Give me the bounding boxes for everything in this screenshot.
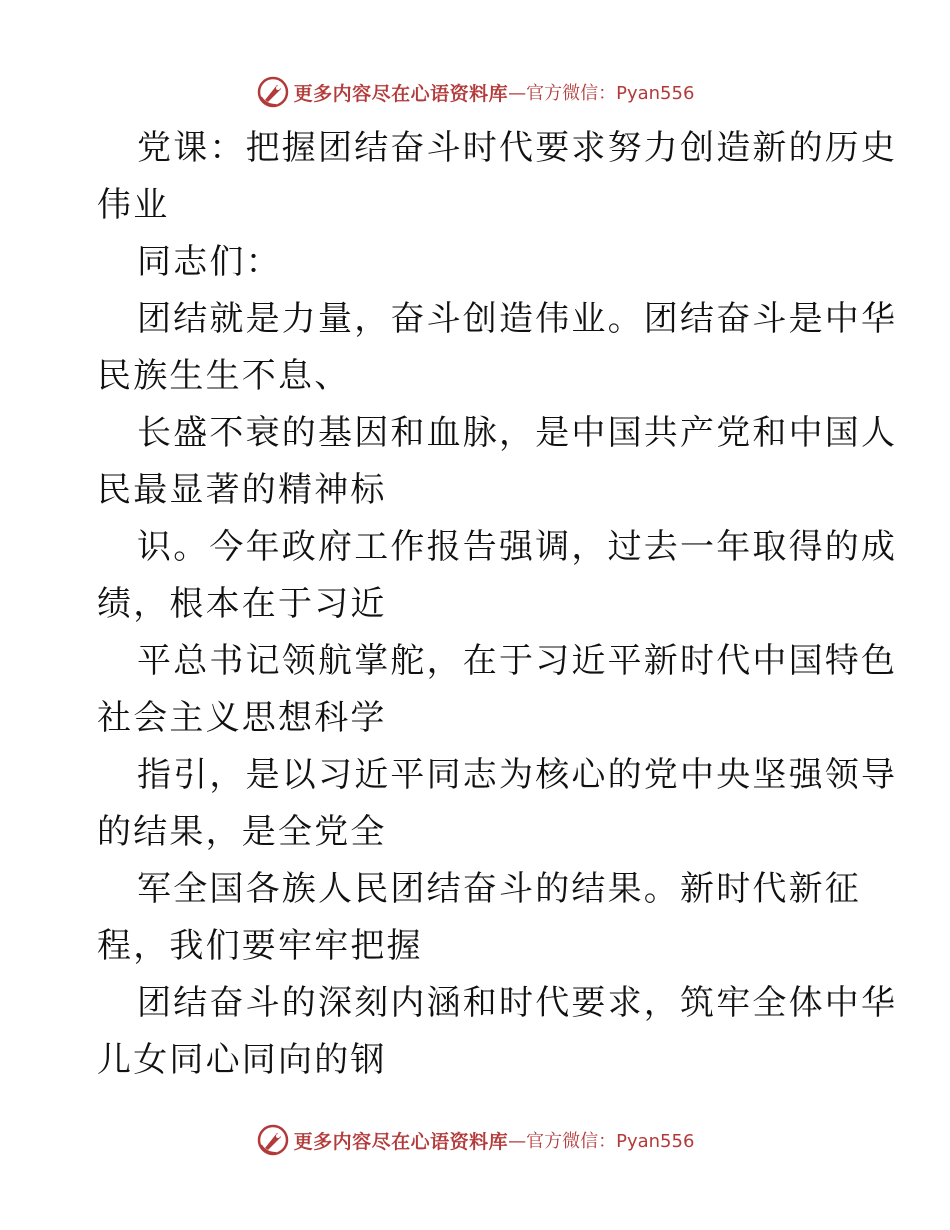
banner-site-text: 更多内容尽在心语资料库 (293, 82, 509, 105)
text-line: 的结果，是全党全 (97, 812, 387, 852)
text-line: 民族生生不息、 (97, 356, 351, 396)
banner-wechat-text: —官方微信：Pyan556 (508, 83, 695, 104)
text-line: 军全国各族人民团结奋斗的结果。新时代新征 (137, 869, 861, 909)
footer-banner (0, 1120, 950, 1160)
title-line-1: 党课：把握团结奋斗时代要求努力创造新的历史 (137, 128, 898, 168)
footer-site-text: 更多内容尽在心语资料库 (293, 1130, 509, 1153)
text-line: 指引，是以习近平同志为核心的党中央坚强领导 (137, 755, 898, 795)
text-line: 平总书记领航掌舵，在于习近平新时代中国特色 (137, 641, 898, 681)
text-line: 长盛不衰的基因和血脉，是中国共产党和中国人 (137, 413, 898, 453)
text-line: 团结奋斗的深刻内涵和时代要求，筑牢全体中华 (137, 983, 898, 1023)
pen-nib-logo-icon (256, 75, 290, 109)
text-line: 民最显著的精神标 (97, 470, 387, 510)
footer-wechat-text: —官方微信：Pyan556 (508, 1131, 695, 1152)
text-line: 识。今年政府工作报告强调，过去一年取得的成 (137, 527, 898, 567)
salutation: 同志们： (137, 242, 282, 282)
text-line: 儿女同心同向的钢 (97, 1040, 387, 1080)
text-line: 社会主义思想科学 (97, 698, 387, 738)
header-banner (0, 72, 950, 112)
pen-nib-logo-icon (256, 1123, 290, 1157)
title-line-2: 伟业 (97, 185, 170, 225)
text-line: 团结就是力量，奋斗创造伟业。团结奋斗是中华 (137, 299, 898, 339)
document-body (97, 120, 898, 1089)
text-line: 程，我们要牢牢把握 (97, 926, 423, 966)
text-line: 绩，根本在于习近 (97, 584, 387, 624)
